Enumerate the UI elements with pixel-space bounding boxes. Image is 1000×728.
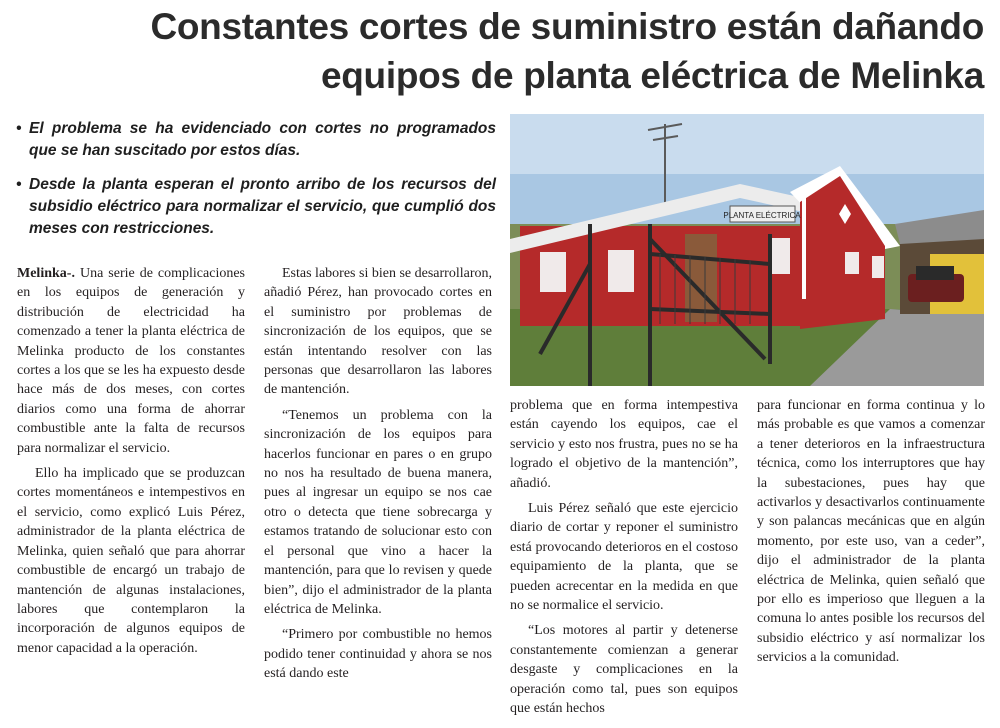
article-paragraph: Ello ha implicado que se produzcan cortes momentáneos e intempestivos en el servicio, como explicó Luis Pérez, administrador de la planta eléctrica de Melinka, quien señaló que para ahorrar combustible de encargó un trabajo de mantención de algunas instalaciones, labores que contemplaron la incorporación de algunos equipos de menor capacidad a la operación. xyxy=(17,466,245,656)
photo-downpipe xyxy=(802,189,806,299)
summary-bullet xyxy=(16,174,496,240)
photo-window xyxy=(845,252,859,274)
summary-bullet xyxy=(16,118,496,162)
summary-bullet-text: Desde la planta esperan el pronto arribo de los recursos del subsidio eléctrico para normalizar el servicio, que cumplió dos meses con restricciones. xyxy=(29,176,496,237)
article-paragraph: “Tenemos un problema con la sincronización de los equipos para hacerlos funcionar en pares o en grupo no nos ha resultado de buena manera, pues al ingresar un equipo se nos cae otro o detecta que tiene sobrecarga y estamos tratando de solucionar esto con el personal que vino a hacer la mantención, para que lo revisen y quede bien”, dijo el administrador de la planta eléctrica de Melinka. xyxy=(264,407,492,617)
headline xyxy=(24,2,984,100)
photo-truck-window xyxy=(916,266,954,280)
article-paragraph: Estas labores si bien se desarrollaron, añadió Pérez, han provocado cortes en el suministro por problemas de sincronización de los equipos, que se están intentando resolver con las personas que desarrollaron las labores de mantención. xyxy=(264,266,492,398)
dateline: Melinka-. xyxy=(17,266,75,281)
bullet-icon: • xyxy=(16,176,22,193)
article-paragraph: “Los motores al partir y detenerse constantemente comienzan a generar desgaste y complicaciones en la operación como tal, pues son equipos que están hechos xyxy=(510,623,738,717)
photo-sign-text: PLANTA ELÉCTRICA xyxy=(723,211,801,220)
article-paragraph: “Primero por combustible no hemos podido tener continuidad y ahora se nos está dando este xyxy=(264,627,492,682)
article-paragraph: problema que en forma intempestiva están cayendo los equipos, cae el servicio y esto nos frustra, pues no se ha logrado el objetivo de la mantención”, añadió. xyxy=(510,398,738,491)
photo-illustration xyxy=(510,114,984,386)
article-paragraph: Luis Pérez señaló que este ejercicio diario de cortar y reponer el suministro está provocando deterioros en el costoso equipamiento de la planta, que se pueden acrecentar en la medida en que no se normalice el servicio. xyxy=(510,501,738,614)
photo-window xyxy=(608,250,634,292)
paragraph-text: Una serie de complicaciones en los equipos de generación y distribución de electricidad ha comenzado a tener la planta eléctrica de Melinka producto de los constantes cortes a los que se les ha expuesto desde hace más de dos meses, con cortes diarios como una forma de ahorrar combustible ante la falta de recursos para normalizar el servicio. xyxy=(17,266,245,456)
summary-bullet-text: El problema se ha evidenciado con cortes no programados que se han suscitado por estos días. xyxy=(29,120,496,159)
photo-window xyxy=(540,252,566,292)
article-column-3 xyxy=(510,396,738,724)
summary-bullets xyxy=(16,118,496,252)
article-column-2 xyxy=(264,264,492,724)
photo-window xyxy=(872,256,884,278)
article-paragraph xyxy=(17,264,245,458)
photo-sky-light xyxy=(510,114,984,174)
headline-line-1: Constantes cortes de suministro están dañando xyxy=(150,6,984,47)
bullet-icon: • xyxy=(16,120,22,137)
article-photo xyxy=(510,114,984,386)
headline-line-2: equipos de planta eléctrica de Melinka xyxy=(320,55,984,96)
article-column-4 xyxy=(757,396,985,724)
article-paragraph: para funcionar en forma continua y lo más probable es que vamos a comenzar a tener deterioros en la infraestructura técnica, como los interruptores que hay la subestaciones, pues hay que activarlos y desactivarlos continuamente y son palancas mecánicas que en algún momento, por este uso, van a ceder”, dijo el administrador de la planta eléctrica de Melinka, quien señaló que por ello es imperioso que lleguen a la comuna lo antes posible los recursos del subsidio eléctrico y así normalizar los servicios a la comunidad. xyxy=(757,398,985,666)
article-column-1 xyxy=(17,264,245,724)
